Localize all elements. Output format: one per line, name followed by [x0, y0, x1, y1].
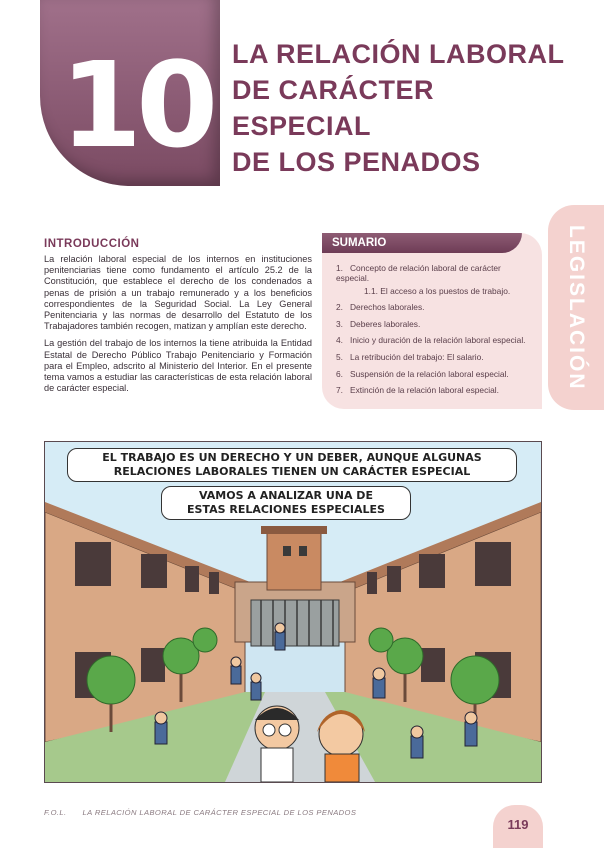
speech-line: ESTAS RELACIONES ESPECIALES	[187, 503, 385, 516]
sumario-subitem	[336, 286, 536, 296]
sumario-item-text: Concepto de relación laboral de carácter especial.	[336, 263, 501, 283]
sumario-item-number: 6.	[336, 368, 343, 379]
sumario-item	[336, 385, 536, 395]
sumario-item-number: 1.	[336, 263, 343, 273]
sumario-item-text: 1.1. El acceso a los puestos de trabajo.	[364, 285, 511, 296]
sumario-item	[336, 335, 536, 345]
speech-bubble-inner	[161, 486, 411, 520]
intro-paragraph: La relación laboral especial de los internos en instituciones penitenciarias tiene como fundamento el artículo 25.2 de la Constitución, que establece el derecho de los condenados a penas de prisión a un trabajo remunerado y a los beneficios correspondientes de la Seguridad Social. La Ley General Penitenciaria y las normas de desarrollo del Estatuto de los Trabajadores también recogen, matizan y amplían este derecho.	[44, 254, 312, 332]
sumario-item-number: 7.	[336, 385, 343, 396]
sumario-item	[336, 263, 536, 283]
intro-body	[44, 254, 312, 400]
chapter-title-line: DE CARÁCTER ESPECIAL	[232, 75, 435, 141]
speech-line: VAMOS A ANALIZAR UNA DE	[199, 489, 373, 502]
sumario-item	[336, 302, 536, 312]
speech-bubble-top	[67, 448, 517, 482]
footer-subject: F.O.L.	[44, 808, 67, 817]
intro-paragraph: La gestión del trabajo de los internos la tiene atribuida la Entidad Estatal de Derecho Público Trabajo Penitenciario y Formación para el Empleo, adscrito al Ministerio del Interior. En el presente tema vamos a estudiar las características de esta relación laboral de carácter especial.	[44, 338, 312, 394]
sumario-box	[322, 233, 542, 409]
chapter-title-line: LA RELACIÓN LABORAL	[232, 39, 565, 69]
sumario-item-number: 5.	[336, 351, 343, 362]
footer-running-title: LA RELACIÓN LABORAL DE CARÁCTER ESPECIAL DE LOS PENADOS	[82, 808, 357, 817]
page-number: 119	[507, 817, 529, 832]
speech-line: EL TRABAJO ES UN DERECHO Y UN DEBER, AUNQUE ALGUNAS	[102, 451, 482, 464]
chapter-title	[232, 36, 572, 180]
sumario-item-text: Inicio y duración de la relación laboral especial.	[350, 335, 526, 346]
sumario-item-text: Derechos laborales.	[350, 302, 425, 313]
sumario-item-text: La retribución del trabajo: El salario.	[350, 351, 484, 362]
sumario-item	[336, 352, 536, 362]
chapter-number: 10	[60, 36, 213, 174]
sumario-item-number: 3.	[336, 318, 343, 329]
chapter-title-line: DE LOS PENADOS	[232, 147, 481, 177]
sumario-item	[336, 319, 536, 329]
sumario-item-number: 4.	[336, 335, 343, 346]
sumario-heading: SUMARIO	[322, 233, 522, 253]
speech-line: RELACIONES LABORALES TIENEN UN CARÁCTER ESPECIAL	[113, 465, 471, 478]
sumario-item	[336, 369, 536, 379]
side-tab-label: LEGISLACIÓN	[565, 224, 588, 391]
comic-illustration	[44, 441, 542, 783]
sumario-list	[336, 263, 536, 402]
sumario-item-text: Extinción de la relación laboral especial.	[350, 385, 499, 396]
sumario-item-number: 2.	[336, 302, 343, 313]
running-footer	[44, 808, 356, 817]
section-side-tab	[548, 205, 604, 410]
sumario-item-text: Suspensión de la relación laboral especial.	[350, 368, 509, 379]
page-number-badge	[493, 805, 543, 848]
intro-heading: INTRODUCCIÓN	[44, 238, 140, 250]
sumario-item-text: Deberes laborales.	[350, 318, 421, 329]
